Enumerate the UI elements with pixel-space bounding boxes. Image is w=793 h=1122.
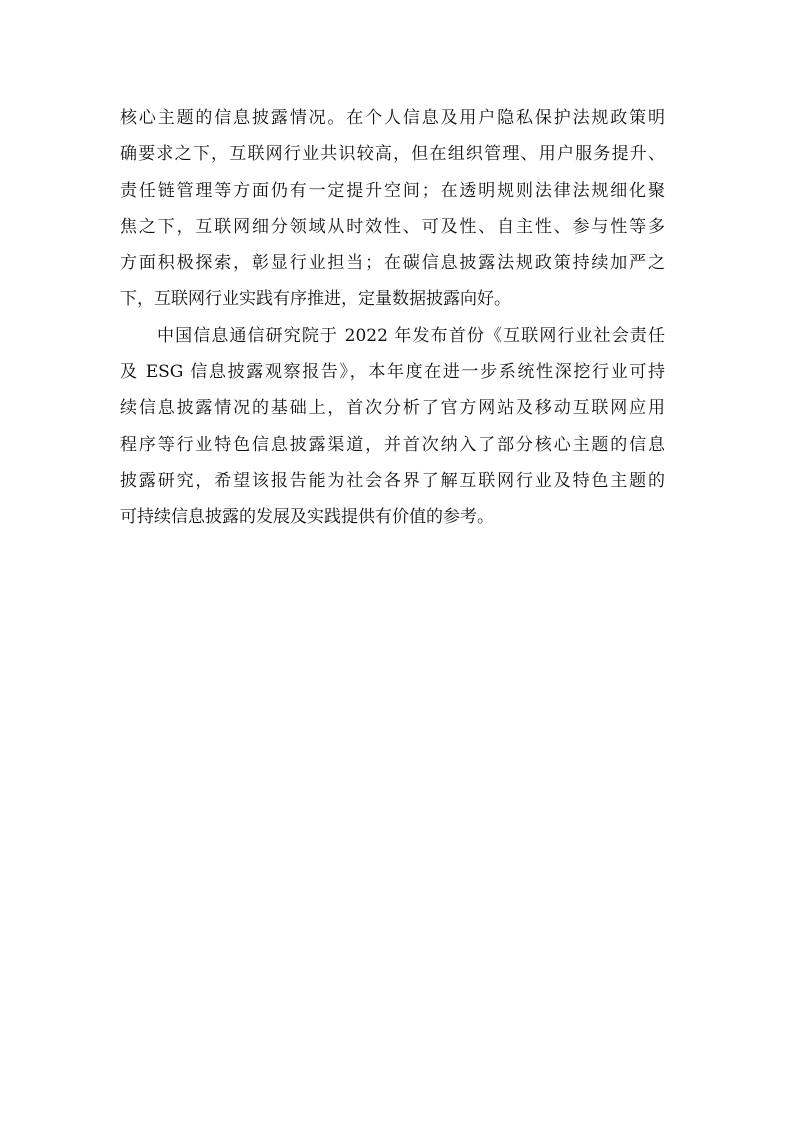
text-line: 焦之下，互联网细分领域从时效性、可及性、自主性、参与性等多 [120,216,665,237]
text-line: 核心主题的信息披露情况。在个人信息及用户隐私保护法规政策明 [120,108,665,128]
text-line: 方面积极探索，彰显行业担当；在碳信息披露法规政策持续加严之 [120,253,665,274]
text-line: 披露研究，希望该报告能为社会各界了解互联网行业及特色主题的 [120,470,665,491]
text-line: 程序等行业特色信息披露渠道，并首次纳入了部分核心主题的信息 [120,434,665,455]
paragraph-1 [120,100,665,318]
text-line: 责任链管理等方面仍有一定提升空间；在透明规则法律法规细化聚 [120,180,665,201]
text-line: 下，互联网行业实践有序推进，定量数据披露向好。 [120,289,511,310]
document-body [120,100,665,536]
paragraph-2 [120,318,665,536]
text-line: 续信息披露情况的基础上，首次分析了官方网站及移动互联网应用 [120,398,665,419]
text-line: 可持续信息披露的发展及实践提供有价值的参考。 [120,507,494,528]
text-line: 及 ESG 信息披露观察报告》，本年度在进一步系统性深挖行业可持 [120,362,665,383]
text-line: 确要求之下，互联网行业共识较高，但在组织管理、用户服务提升、 [120,144,665,165]
text-line: 中国信息通信研究院于 2022 年发布首份《互联网行业社会责任 [157,325,665,346]
